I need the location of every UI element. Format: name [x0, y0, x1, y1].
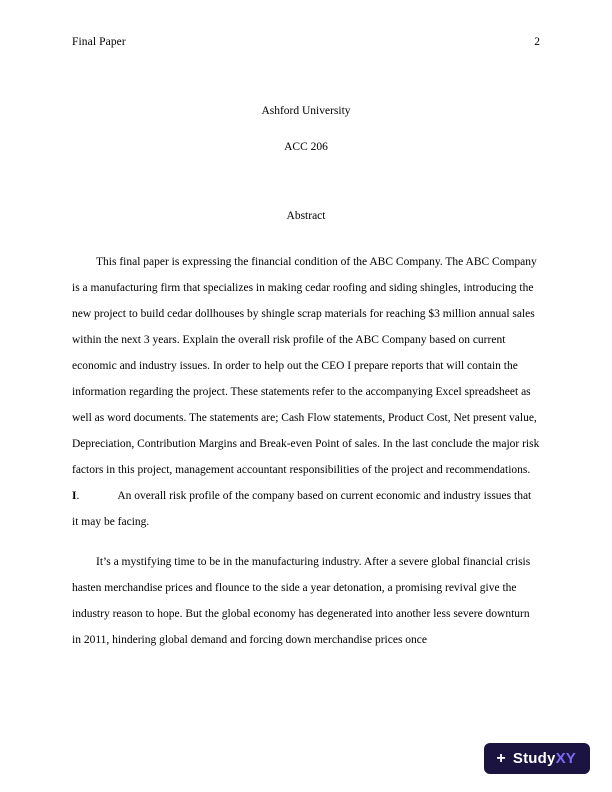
brand-name-primary: Study [512, 750, 556, 767]
page-number: 2 [534, 36, 540, 48]
header-spacer [72, 48, 540, 106]
abstract-gap [72, 223, 540, 249]
running-head: Final Paper [72, 36, 126, 48]
page-header [72, 36, 540, 48]
abstract-paragraph: This final paper is expressing the financial condition of the ABC Company. The ABC Company is a manufacturing firm that specializes in making cedar roofing and siding shingles, introducing the new project to build cedar dollhouses by shingle scrap materials for reaching $3 million annual sales within the next 3 years. Explain the overall risk profile of the ABC Company based on current economic and industry issues. In order to help out the CEO I prepare reports that will contain the information regarding the project. These statements refer to the accompanying Excel spreadsheet as well as word documents. The statements are; Cash Flow statements, Product Cost, Net present value, Depreciation, Contribution Margins and Break-even Point of sales. In the last conclude the major risk factors in this project, management accountant responsibilities of the project and recommendations. [72, 255, 540, 476]
university-name: Ashford University [261, 105, 351, 117]
brand-name-accent: XY [555, 750, 576, 767]
plus-icon: + [496, 749, 506, 767]
section-number: I [72, 489, 77, 502]
section-heading [72, 483, 540, 535]
section-period: . [76, 489, 80, 502]
body-paragraph-1: It’s a mystifying time to be in the manufacturing industry. After a severe global financial crisis hasten merchandise prices and flounce to the side a year detonation, a promising revival give the industry reason to hope. But the global economy has degenerated into another less severe downturn in 2011, hindering global demand and forcing down merchandise prices once [72, 555, 531, 646]
studyxy-watermark [484, 743, 590, 774]
title-gap-1 [72, 118, 540, 142]
abstract-heading: Abstract [286, 210, 326, 222]
paragraph-gap [72, 535, 540, 549]
course-code: ACC 206 [284, 140, 328, 153]
section-heading-text: An overall risk profile of the company based on current economic and industry issues that it may be facing. [72, 489, 532, 528]
title-gap-2 [72, 153, 540, 211]
